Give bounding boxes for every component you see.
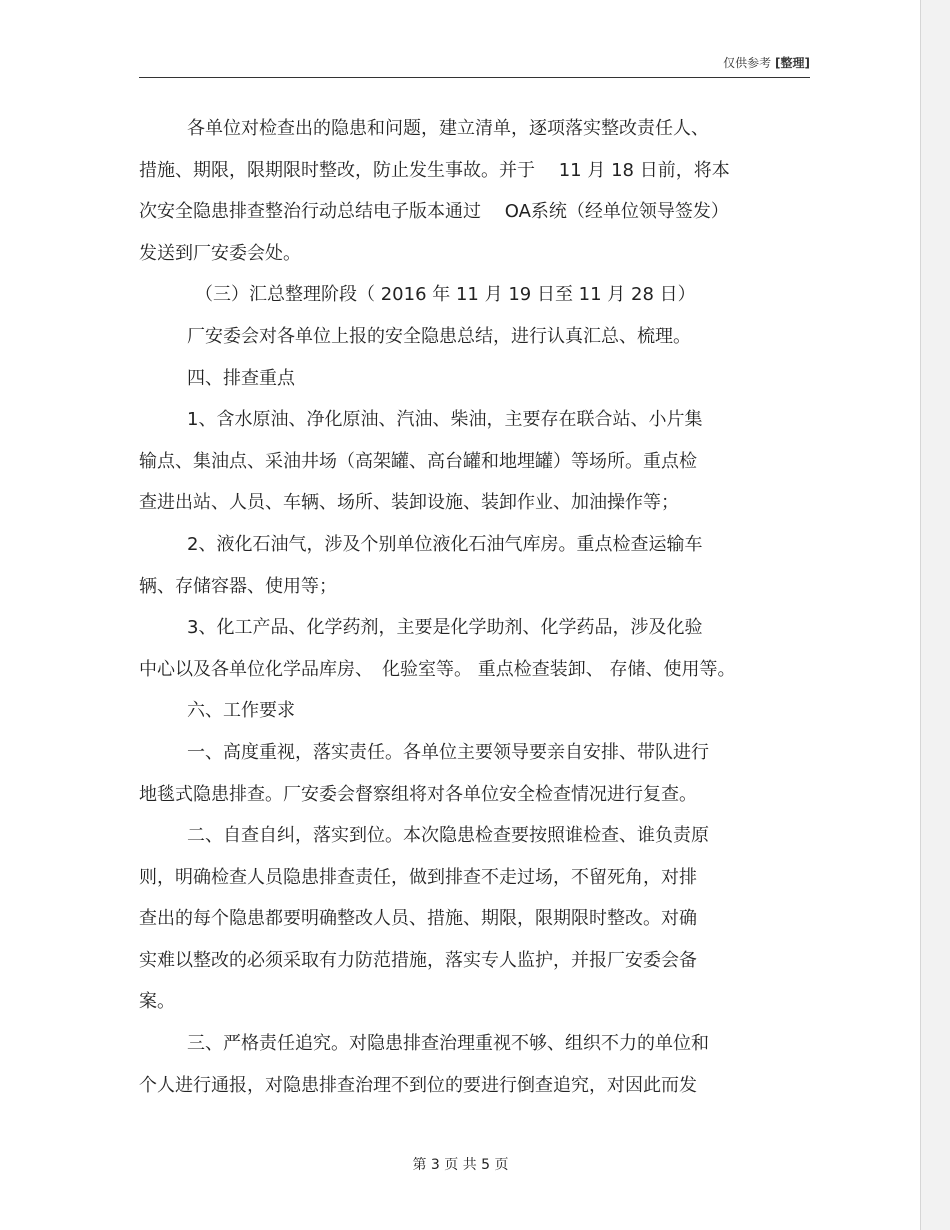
section-heading: 四、排查重点 <box>187 367 295 389</box>
body-line: 发送到厂安委会处。 <box>139 242 301 264</box>
document-body <box>139 108 810 1106</box>
body-line: 辆、存储容器、使用等； <box>139 575 337 597</box>
header-label: 仅供参考 <box>723 56 772 70</box>
body-line: 查进出站、人员、车辆、场所、装卸设施、装卸作业、加油操作等； <box>139 492 679 514</box>
body-line: 查出的每个隐患都要明确整改人员、措施、期限，限期限时整改。对确 <box>139 908 697 930</box>
body-line: 一、高度重视，落实责任。各单位主要领导要亲自安排、带队进行 <box>187 741 709 763</box>
section-heading: 六、工作要求 <box>187 700 295 722</box>
body-line: 1、含水原油、净化原油、汽油、柴油，主要存在联合站、小片集 <box>187 409 703 431</box>
body-line: 3、化工产品、化学药剂，主要是化学助剂、化学药品，涉及化验 <box>187 617 703 639</box>
body-line: 地毯式隐患排查。厂安委会督察组将对各单位安全检查情况进行复查。 <box>139 783 697 805</box>
page-header <box>139 54 810 78</box>
body-line: 2、液化石油气，涉及个别单位液化石油气库房。重点检查运输车 <box>187 533 703 555</box>
body-line: 实难以整改的必须采取有力防范措施，落实专人监护，并报厂安委会备 <box>139 949 697 971</box>
section-heading: （三）汇总整理阶段（ 2016 年 11 月 19 日至 11 月 28 日） <box>195 284 696 306</box>
header-bracket: [整理] <box>775 56 810 70</box>
body-line: 三、严格责任追究。对隐患排查治理重视不够、组织不力的单位和 <box>187 1033 709 1055</box>
body-line: 厂安委会对各单位上报的安全隐患总结，进行认真汇总、梳理。 <box>187 325 691 347</box>
body-line: 则，明确检查人员隐患排查责任，做到排查不走过场，不留死角，对排 <box>139 866 697 888</box>
page-footer: 第 3 页 共 5 页 <box>412 1157 509 1173</box>
body-line: 输点、集油点、采油井场（高架罐、高台罐和地埋罐）等场所。重点检 <box>139 450 697 472</box>
body-line: 案。 <box>139 991 175 1013</box>
body-line: 中心以及各单位化学品库房、 化验室等。 重点检查装卸、 存储、使用等。 <box>139 658 736 680</box>
body-line: 个人进行通报，对隐患排查治理不到位的要进行倒查追究，对因此而发 <box>139 1074 697 1096</box>
body-line: 各单位对检查出的隐患和问题，建立清单，逐项落实整改责任人、 <box>187 118 709 139</box>
body-line: 二、自查自纠，落实到位。本次隐患检查要按照谁检查、谁负责原 <box>187 825 709 847</box>
body-line: 措施、期限，限期限时整改，防止发生事故。并于 11 月 18 日前，将本 <box>139 159 730 181</box>
body-line: 次安全隐患排查整治行动总结电子版本通过 OA系统（经单位领导签发） <box>139 201 729 223</box>
